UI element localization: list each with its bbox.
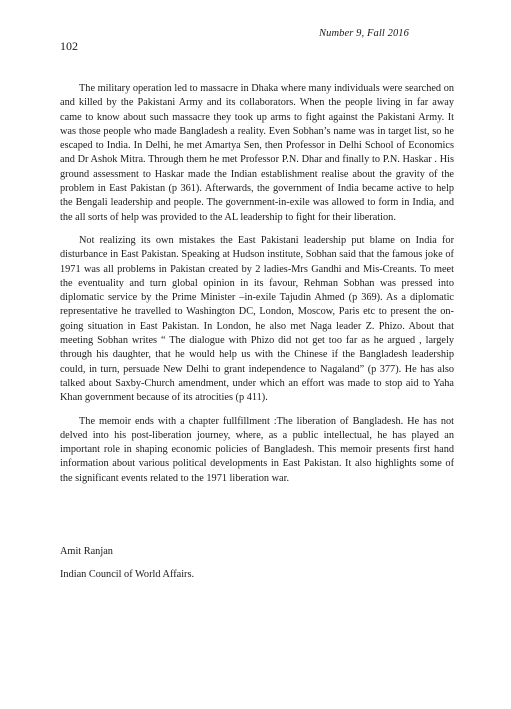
author-name: Amit Ranjan: [60, 546, 113, 557]
paragraph-3: The memoir ends with a chapter fullfillment :The liberation of Bangladesh. He has not delved into his post-liberation journey, where, as a public intellectual, he has played an important role in shaping economic policies of Bangladesh. This memoir presents first hand information about various political developments in East Pakistan. It also highlights some of the significant events related to the 1971 liberation war.: [60, 415, 454, 484]
author-signature: [60, 545, 194, 582]
running-header: Number 9, Fall 2016: [319, 28, 409, 39]
paragraph-1: The military operation led to massacre in Dhaka where many individuals were searched on and killed by the Pakistani Army and its collaborators. When the people living in far away came to know about such massacre they took up arms to fight against the Pakistani Army. It was those people who made Bangladesh a reality. Even Sobhan’s name was in target list, so he escaped to India. In Delhi, he met Amartya Sen, then Professor in Delhi School of Economics and Dr Ashok Mitra. Through them he met Professor P.N. Dhar and finally to P.N. Haskar . His ground assessment to Haskar made the Indian establishment realise about the gravity of the problem in East Pakistan (p 361). Afterwards, the government of India became active to help the Bengali leadership and people. The government-in-exile was allowed to form in India, and the all sorts of help was provided to the AL leadership to fight for their liberation.: [60, 83, 454, 223]
author-affiliation: Indian Council of World Affairs.: [60, 569, 195, 580]
paragraph-2: Not realizing its own mistakes the East Pakistani leadership put blame on India for disturbance in East Pakistan. Speaking at Hudson institute, Sobhan said that the famous joke of 1971 was all problems in Pakistan created by 2 ladies-Mrs Gandhi and Mis-Creants. To meet the eventuality and turn global opinion in its favour, Rehman Sobhan was pressed into diplomatic service by the Prime Minister –in-exile Tajudin Ahmed (p 369). As a diplomatic representative he travelled to Washington DC, London, Moscow, Paris etc to present the on-going situation in East Pakistan. In London, he also met Naga leader Z. Phizo. About that meeting Sobhan writes “ The dialogue with Phizo did not get too far as he argued , largely through his daughter, that he would help us with the Chinese if the Bangladesh leadership could, in turn, persuade New Delhi to grant independence to Nagaland” (p 377). He has also talked about Saxby-Church amendment, under which an effort was made to stop aid to Yaha Khan government because of its atrocities (p 411).: [60, 234, 454, 404]
page-number: 102: [60, 39, 78, 53]
article-body: [60, 82, 454, 495]
